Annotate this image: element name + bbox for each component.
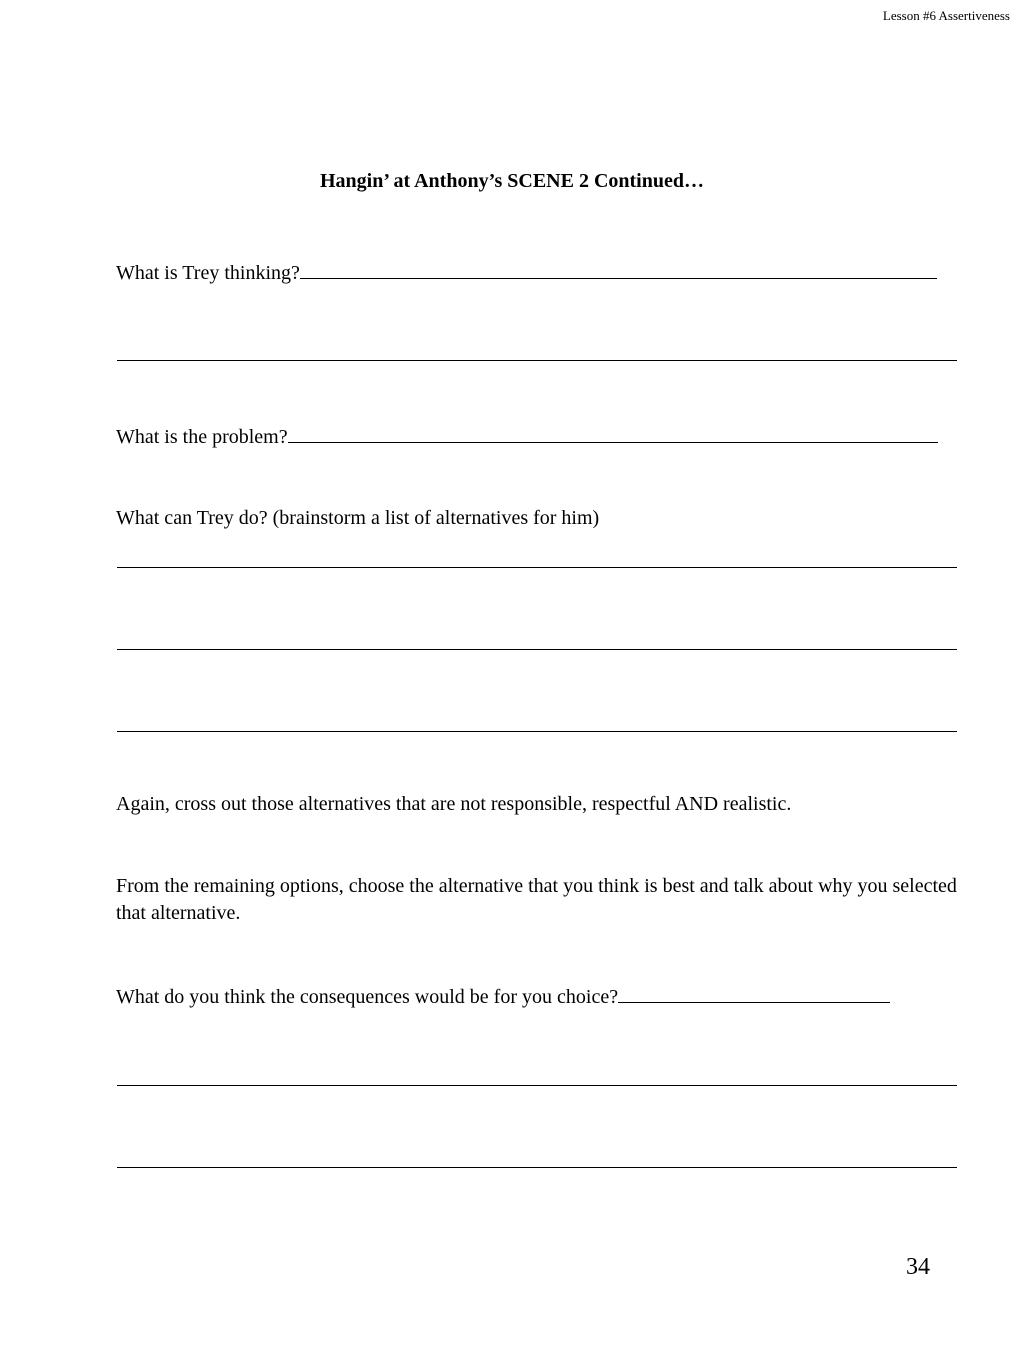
answer-line-alternative-3[interactable] — [117, 731, 957, 732]
question-problem-label: What is the problem? — [116, 426, 288, 448]
answer-line-consequences[interactable] — [618, 982, 890, 1003]
answer-line-consequences-3[interactable] — [117, 1167, 957, 1168]
instruction-cross-out: Again, cross out those alternatives that are not responsible, respectful AND realistic. — [116, 793, 792, 815]
answer-line-trey-thinking-2[interactable] — [117, 360, 957, 361]
answer-line-alternative-2[interactable] — [117, 649, 957, 650]
instruction-choose-best: From the remaining options, choose the alternative that you think is best and talk about why you selected that alternative. — [116, 875, 957, 924]
question-trey-thinking — [116, 258, 937, 286]
question-problem — [116, 422, 938, 450]
question-consequences — [116, 982, 890, 1010]
question-trey-thinking-label: What is Trey thinking? — [116, 262, 300, 284]
answer-line-consequences-2[interactable] — [117, 1085, 957, 1086]
lesson-header: Lesson #6 Assertiveness — [882, 8, 1010, 23]
question-what-can-trey-do: What can Trey do? (brainstorm a list of alternatives for him) — [116, 507, 600, 529]
page-number: 34 — [906, 1254, 930, 1280]
page-title: Hangin’ at Anthony’s SCENE 2 Continued… — [320, 170, 704, 192]
answer-line-trey-thinking[interactable] — [300, 258, 937, 279]
answer-line-problem[interactable] — [288, 422, 938, 443]
question-consequences-label: What do you think the consequences would be for you choice? — [116, 986, 619, 1008]
answer-line-alternative-1[interactable] — [117, 567, 957, 568]
